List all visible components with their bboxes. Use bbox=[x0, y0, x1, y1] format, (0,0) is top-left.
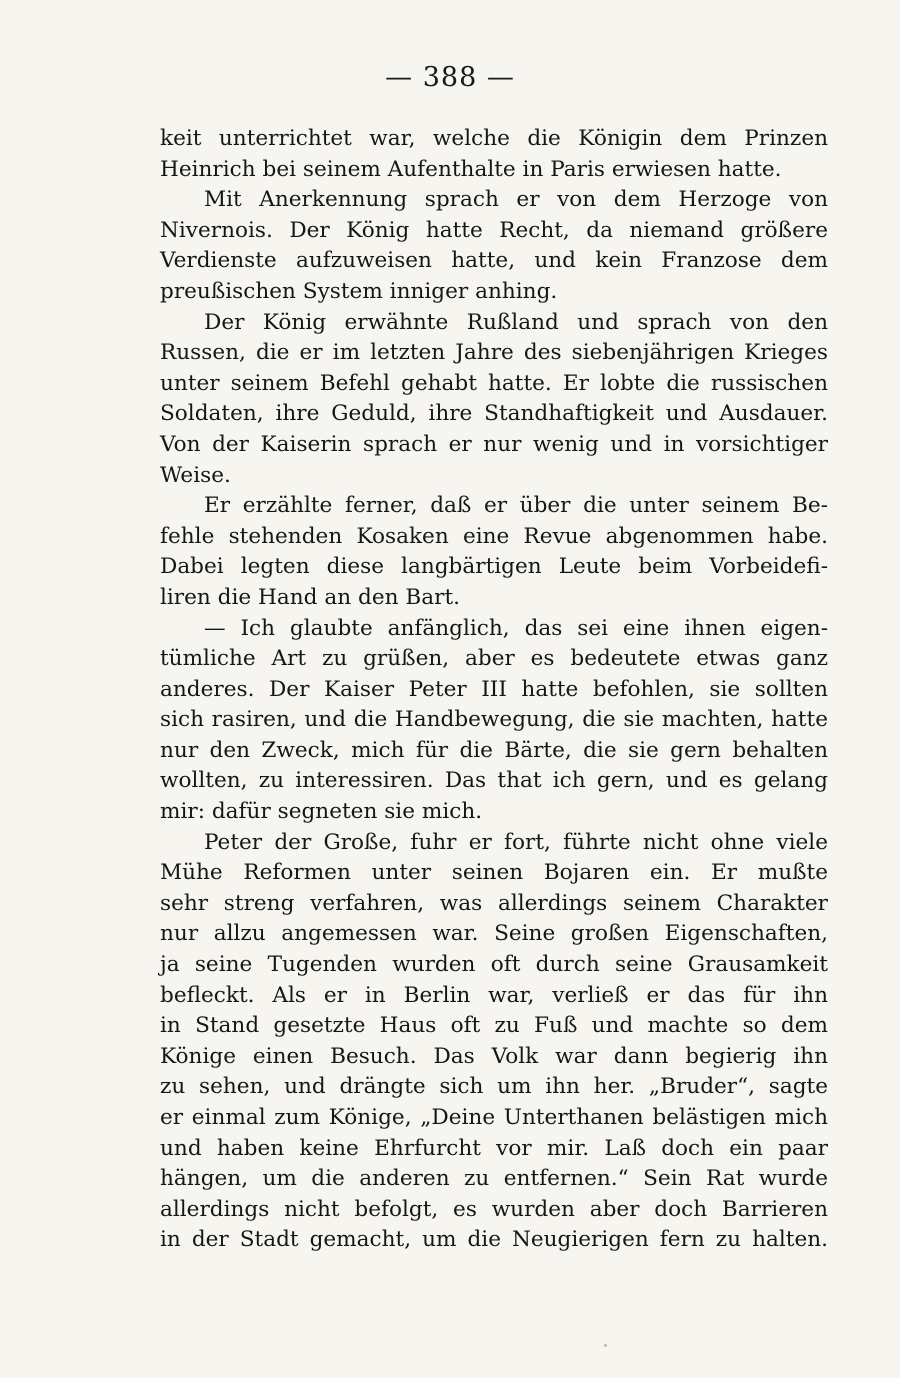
text-line: Nivernois. Der König hatte Recht, da niemand größere bbox=[160, 217, 828, 243]
text-line: Verdienste aufzuweisen hatte, und kein Franzose dem bbox=[160, 248, 828, 274]
text-line: preußischen System inniger anhing. bbox=[160, 278, 558, 304]
page-number: — 388 — bbox=[385, 62, 515, 93]
text-line: hängen, um die anderen zu entfernen.“ Sein Rat wurde bbox=[160, 1166, 828, 1192]
text-line: in der Stadt gemacht, um die Neugierigen fern zu halten. bbox=[160, 1227, 828, 1253]
text-line: Von der Kaiserin sprach er nur wenig und in vorsichtiger bbox=[160, 431, 828, 457]
text-line: wollten, zu interessiren. Das that ich gern, und es gelang bbox=[160, 768, 828, 794]
text-line: befleckt. Als er in Berlin war, verließ er das für ihn bbox=[160, 982, 828, 1008]
text-line: tümliche Art zu grüßen, aber es bedeutete etwas ganz bbox=[160, 646, 828, 672]
text-line: mir: dafür segneten sie mich. bbox=[160, 799, 483, 825]
text-line: anderes. Der Kaiser Peter III hatte befohlen, sie sollten bbox=[160, 676, 828, 702]
text-line: Er erzählte ferner, daß er über die unter seinem Be- bbox=[204, 493, 828, 519]
text-line: Russen, die er im letzten Jahre des siebenjährigen Krieges bbox=[160, 340, 828, 366]
text-line: fehle stehenden Kosaken eine Revue abgenommen habe. bbox=[160, 523, 828, 549]
paper-speck bbox=[604, 1344, 607, 1347]
text-line: Weise. bbox=[160, 462, 231, 488]
text-line: Dabei legten diese langbärtigen Leute beim Vorbeidefi- bbox=[160, 554, 828, 580]
text-line: sich rasiren, und die Handbewegung, die sie machten, hatte bbox=[160, 707, 828, 733]
text-line: nur den Zweck, mich für die Bärte, die sie gern behalten bbox=[160, 737, 828, 763]
text-line: in Stand gesetzte Haus oft zu Fuß und machte so dem bbox=[160, 1013, 828, 1039]
text-line: unter seinem Befehl gehabt hatte. Er lobte die russischen bbox=[160, 370, 828, 396]
text-line: liren die Hand an den Bart. bbox=[160, 584, 460, 610]
text-line: Der König erwähnte Rußland und sprach von den bbox=[204, 309, 828, 335]
text-line: Mühe Reformen unter seinen Bojaren ein. Er mußte bbox=[160, 860, 828, 886]
text-line: Peter der Große, fuhr er fort, führte nicht ohne viele bbox=[204, 829, 828, 855]
text-line: sehr streng verfahren, was allerdings seinem Charakter bbox=[160, 890, 828, 916]
text-line: keit unterrichtet war, welche die Königin dem Prinzen bbox=[160, 126, 828, 151]
text-line: Soldaten, ihre Geduld, ihre Standhaftigkeit und Ausdauer. bbox=[160, 401, 828, 427]
text-line: zu sehen, und drängte sich um ihn her. „Bruder“, sagte bbox=[160, 1074, 828, 1100]
text-line: — Ich glaubte anfänglich, das sei eine ihnen eigen- bbox=[204, 615, 828, 641]
body-text bbox=[160, 124, 828, 1256]
text-line: und haben keine Ehrfurcht vor mir. Laß doch ein paar bbox=[160, 1135, 828, 1161]
text-line: er einmal zum Könige, „Deine Unterthanen belästigen mich bbox=[160, 1105, 828, 1130]
text-line: allerdings nicht befolgt, es wurden aber doch Barrieren bbox=[160, 1196, 828, 1222]
text-line: Mit Anerkennung sprach er von dem Herzoge von bbox=[204, 187, 828, 213]
text-line: Könige einen Besuch. Das Volk war dann begierig ihn bbox=[160, 1043, 828, 1069]
text-line: ja seine Tugenden wurden oft durch seine Grausamkeit bbox=[160, 952, 828, 978]
text-line: nur allzu angemessen war. Seine großen Eigenschaften, bbox=[160, 921, 828, 947]
text-line: Heinrich bei seinem Aufenthalte in Paris erwiesen hatte. bbox=[160, 156, 782, 182]
